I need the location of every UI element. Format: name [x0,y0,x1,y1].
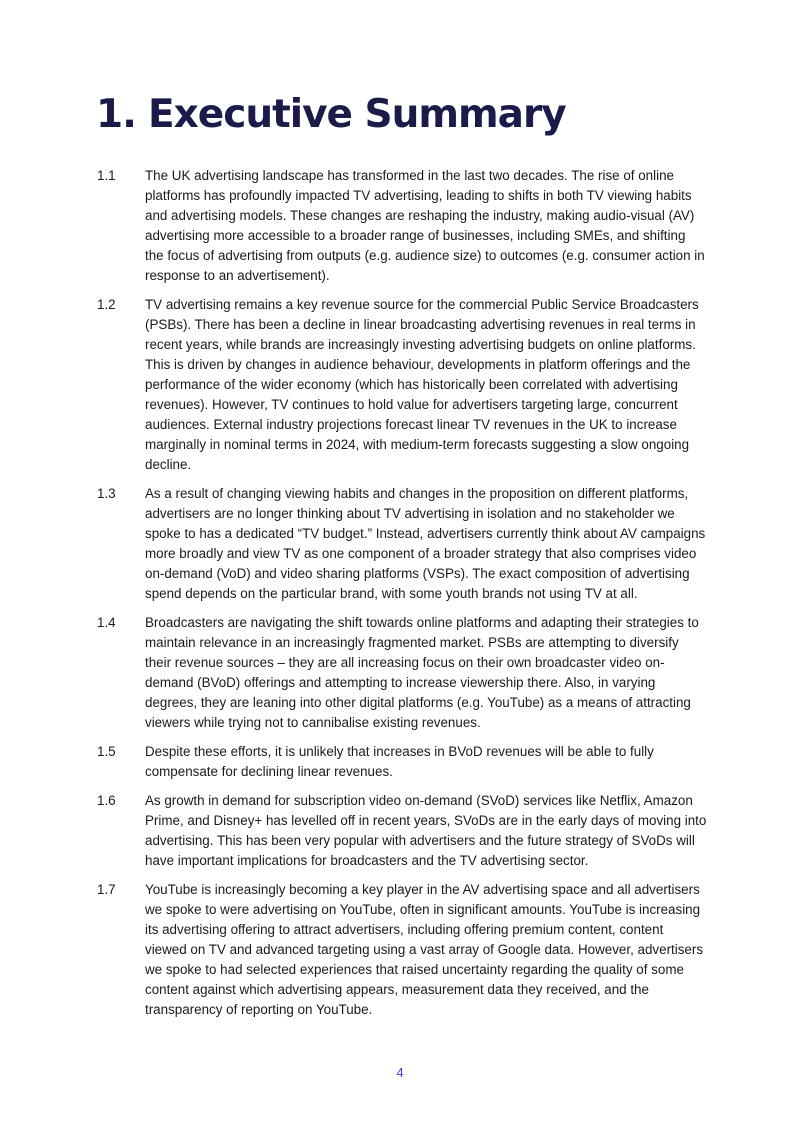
numbered-paragraph [97,742,707,782]
section-title: Executive Summary [147,92,566,137]
paragraph-text: Despite these efforts, it is unlikely that increases in BVoD revenues will be able to fully compensate for declining linear revenues. [145,744,654,779]
section-number: 1. [96,92,136,137]
paragraph-text: Broadcasters are navigating the shift towards online platforms and adapting their strategies to maintain relevance in an increasingly fragmented market. PSBs are attempting to diversify their revenue sources – they are all increasing focus on their own broadcaster video on-demand (BVoD) offerings and attempting to increase viewership there. Also, in varying degrees, they are leaning into other digital platforms (e.g. YouTube) as a means of attracting viewers while trying not to cannibalise existing revenues. [145,615,699,730]
paragraph-number: 1.5 [97,744,116,759]
section-heading [96,92,566,137]
numbered-paragraph [97,166,707,286]
paragraph-list [97,166,707,1029]
paragraph-text: YouTube is increasingly becoming a key player in the AV advertising space and all advertisers we spoke to were advertising on YouTube, often in significant amounts. YouTube is increasing its advertising offering to attract advertisers, including offering premium content, content viewed on TV and advanced targeting using a vast array of Google data. However, advertisers we spoke to had selected experiences that raised uncertainty regarding the quality of some content against which advertising appears, measurement data they received, and the transparency of reporting on YouTube. [145,882,704,1017]
paragraph-number: 1.4 [97,615,116,630]
paragraph-text: As growth in demand for subscription video on-demand (SVoD) services like Netflix, Amazon Prime, and Disney+ has levelled off in recent years, SVoDs are in the early days of moving into advertising. This has been very popular with advertisers and the future strategy of SVoDs will have important implications for broadcasters and the TV advertising sector. [145,793,707,868]
paragraph-number: 1.1 [97,168,116,183]
numbered-paragraph [97,484,707,604]
numbered-paragraph [97,295,707,475]
paragraph-number: 1.3 [97,486,116,501]
numbered-paragraph [97,791,707,871]
paragraph-number: 1.2 [97,297,116,312]
paragraph-text: TV advertising remains a key revenue source for the commercial Public Service Broadcasters (PSBs). There has been a decline in linear broadcasting advertising revenues in real terms in recent years, while brands are increasingly investing advertising budgets on online platforms. This is driven by changes in audience behaviour, developments in platform offerings and the performance of the wider economy (which has historically been correlated with advertising revenues). However, TV continues to hold value for advertisers targeting large, concurrent audiences. External industry projections forecast linear TV revenues in the UK to increase marginally in nominal terms in 2024, with medium-term forecasts suggesting a slow ongoing decline. [145,297,699,472]
paragraph-text: The UK advertising landscape has transformed in the last two decades. The rise of online platforms has profoundly impacted TV advertising, leading to shifts in both TV viewing habits and advertising models. These changes are reshaping the industry, making audio-visual (AV) advertising more accessible to a broader range of businesses, including SMEs, and shifting the focus of advertising from outputs (e.g. audience size) to outcomes (e.g. consumer action in response to an advertisement). [145,168,705,283]
paragraph-number: 1.6 [97,793,116,808]
paragraph-number: 1.7 [97,882,116,897]
numbered-paragraph [97,613,707,733]
paragraph-text: As a result of changing viewing habits and changes in the proposition on different platforms, advertisers are no longer thinking about TV advertising in isolation and no stakeholder we spoke to has a dedicated “TV budget.” Instead, advertisers currently think about AV campaigns more broadly and view TV as one component of a broader strategy that also comprises video on-demand (VoD) and video sharing platforms (VSPs). The exact composition of advertising spend depends on the particular brand, with some youth brands not using TV at all. [145,486,706,601]
numbered-paragraph [97,880,707,1020]
page-number: 4 [396,1065,404,1080]
